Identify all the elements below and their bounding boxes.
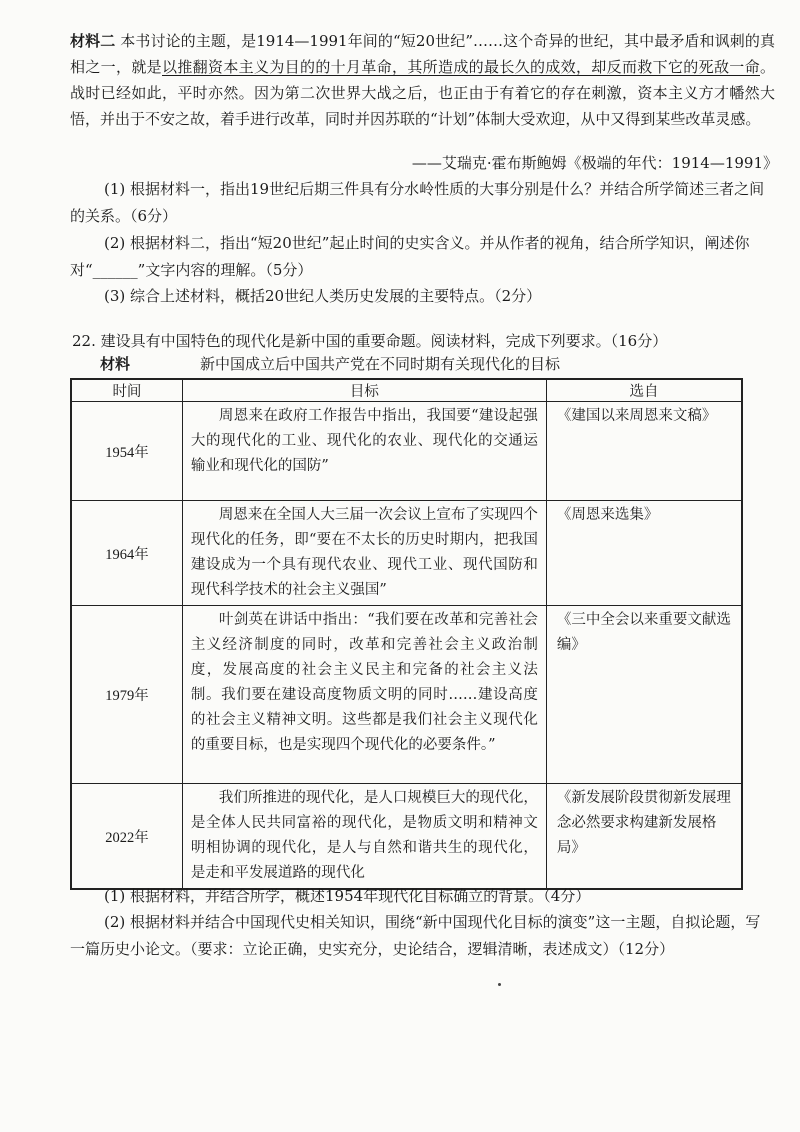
material-caption xyxy=(100,353,760,375)
header-source: 选自 xyxy=(546,379,742,402)
row-goal xyxy=(182,606,546,784)
row-source: 《新发展阶段贯彻新发展理念必然要求构建新发展格局》 xyxy=(546,784,742,890)
row-year: 2022年 xyxy=(71,784,182,890)
table-row xyxy=(71,606,742,784)
table-row xyxy=(71,501,742,606)
row-year: 1964年 xyxy=(71,501,182,606)
table-title: 新中国成立后中国共产党在不同时期有关现代化的目标 xyxy=(200,355,561,373)
row-source: 《建国以来周恩来文稿》 xyxy=(546,402,742,501)
material-label: 材料 xyxy=(100,355,131,373)
row-goal xyxy=(182,784,546,890)
material-two-label: 材料二 xyxy=(70,32,116,50)
row-source: 《周恩来选集》 xyxy=(546,501,742,606)
table-row xyxy=(71,402,742,501)
material-two-citation: ——艾瑞克·霍布斯鲍姆《极端的年代：1914—1991》 xyxy=(411,154,778,172)
question-21-part-3: (3) 综合上述材料，概括20世纪人类历史发展的主要特点。（2分） xyxy=(104,287,542,305)
modernization-goals-table xyxy=(70,378,743,890)
question-22-part-2: (2) 根据材料并结合中国现代史相关知识，围绕“新中国现代化目标的演变”这一主题，自拟论题，写一篇历史小论文。（要求：立论正确，史实充分，史论结合，逻辑清晰，表述成文）（12分） xyxy=(70,913,761,958)
header-time: 时间 xyxy=(71,379,182,402)
material-two-underlined-quote: 以推翻资本主义为目的的十月革命，其所造成的最长久的成效，却反而救下它的死敌一命 xyxy=(162,58,760,76)
question-21-part-1: (1) 根据材料一，指出19世纪后期三件具有分水岭性质的大事分别是什么？并结合所学简述三者之间的关系。（6分） xyxy=(70,180,765,225)
row-goal-text: 周恩来在政府工作报告中指出，我国要“建设起强大的现代化的工业、现代化的农业、现代化的交通运输业和现代化的国防” xyxy=(190,408,538,474)
row-goal xyxy=(182,402,546,501)
row-goal-text: 周恩来在全国人大三届一次会议上宣布了实现四个现代化的任务，即“要在不太长的历史时期内，把我国建设成为一个具有现代农业、现代工业、现代国防和现代科学技术的社会主义强国” xyxy=(190,507,538,598)
question-21-part-2: (2) 根据材料二，指出“短20世纪”起止时间的史实含义。并从作者的视角，结合所学知识，阐述你对“______”文字内容的理解。（5分） xyxy=(70,234,750,279)
scan-speck xyxy=(498,983,501,986)
table-header-row xyxy=(71,379,742,402)
material-two-text-end: 。战时已经如此，平时亦然。因为第二次世界大战之后，也正由于有着它的存在刺激，资本主义方才幡然大悟，并出于不安之故，着手进行改革，同时并因苏联的“计划”体制大受欢迎，从中又得到某些改革灵感。 xyxy=(70,58,775,128)
question-22-prompt: 22. 建设具有中国特色的现代化是新中国的重要命题。阅读材料，完成下列要求。（16分） xyxy=(72,332,668,350)
row-source: 《三中全会以来重要文献选编》 xyxy=(546,606,742,784)
row-goal-text: 我们所推进的现代化，是人口规模巨大的现代化，是全体人民共同富裕的现代化，是物质文明和精神文明相协调的现代化，是人与自然和谐共生的现代化，是走和平发展道路的现代化 xyxy=(190,790,538,881)
row-goal-text: 叶剑英在讲话中指出：“我们要在改革和完善社会主义经济制度的同时，改革和完善社会主义政治制度，发展高度的社会主义民主和完备的社会主义法制。我们要在建设高度物质文明的同时……建设高度的社会主义精神文明。这些都是我们社会主义现代化的重要目标，也是实现四个现代化的必要条件。” xyxy=(190,612,538,753)
row-year: 1979年 xyxy=(71,606,182,784)
table-row xyxy=(71,784,742,890)
material-two-paragraph xyxy=(70,28,775,132)
row-year: 1954年 xyxy=(71,402,182,501)
row-goal xyxy=(182,501,546,606)
material-two-text-start: 本书讨论的主题，是1914—1991年间的“短20世纪”……这个奇异的世纪，其中最矛盾和讽刺的真相之一，就是 xyxy=(70,32,775,76)
header-goal: 目标 xyxy=(182,379,546,402)
question-22-part-1: (1) 根据材料，并结合所学，概述1954年现代化目标确立的背景。（4分） xyxy=(104,887,591,905)
